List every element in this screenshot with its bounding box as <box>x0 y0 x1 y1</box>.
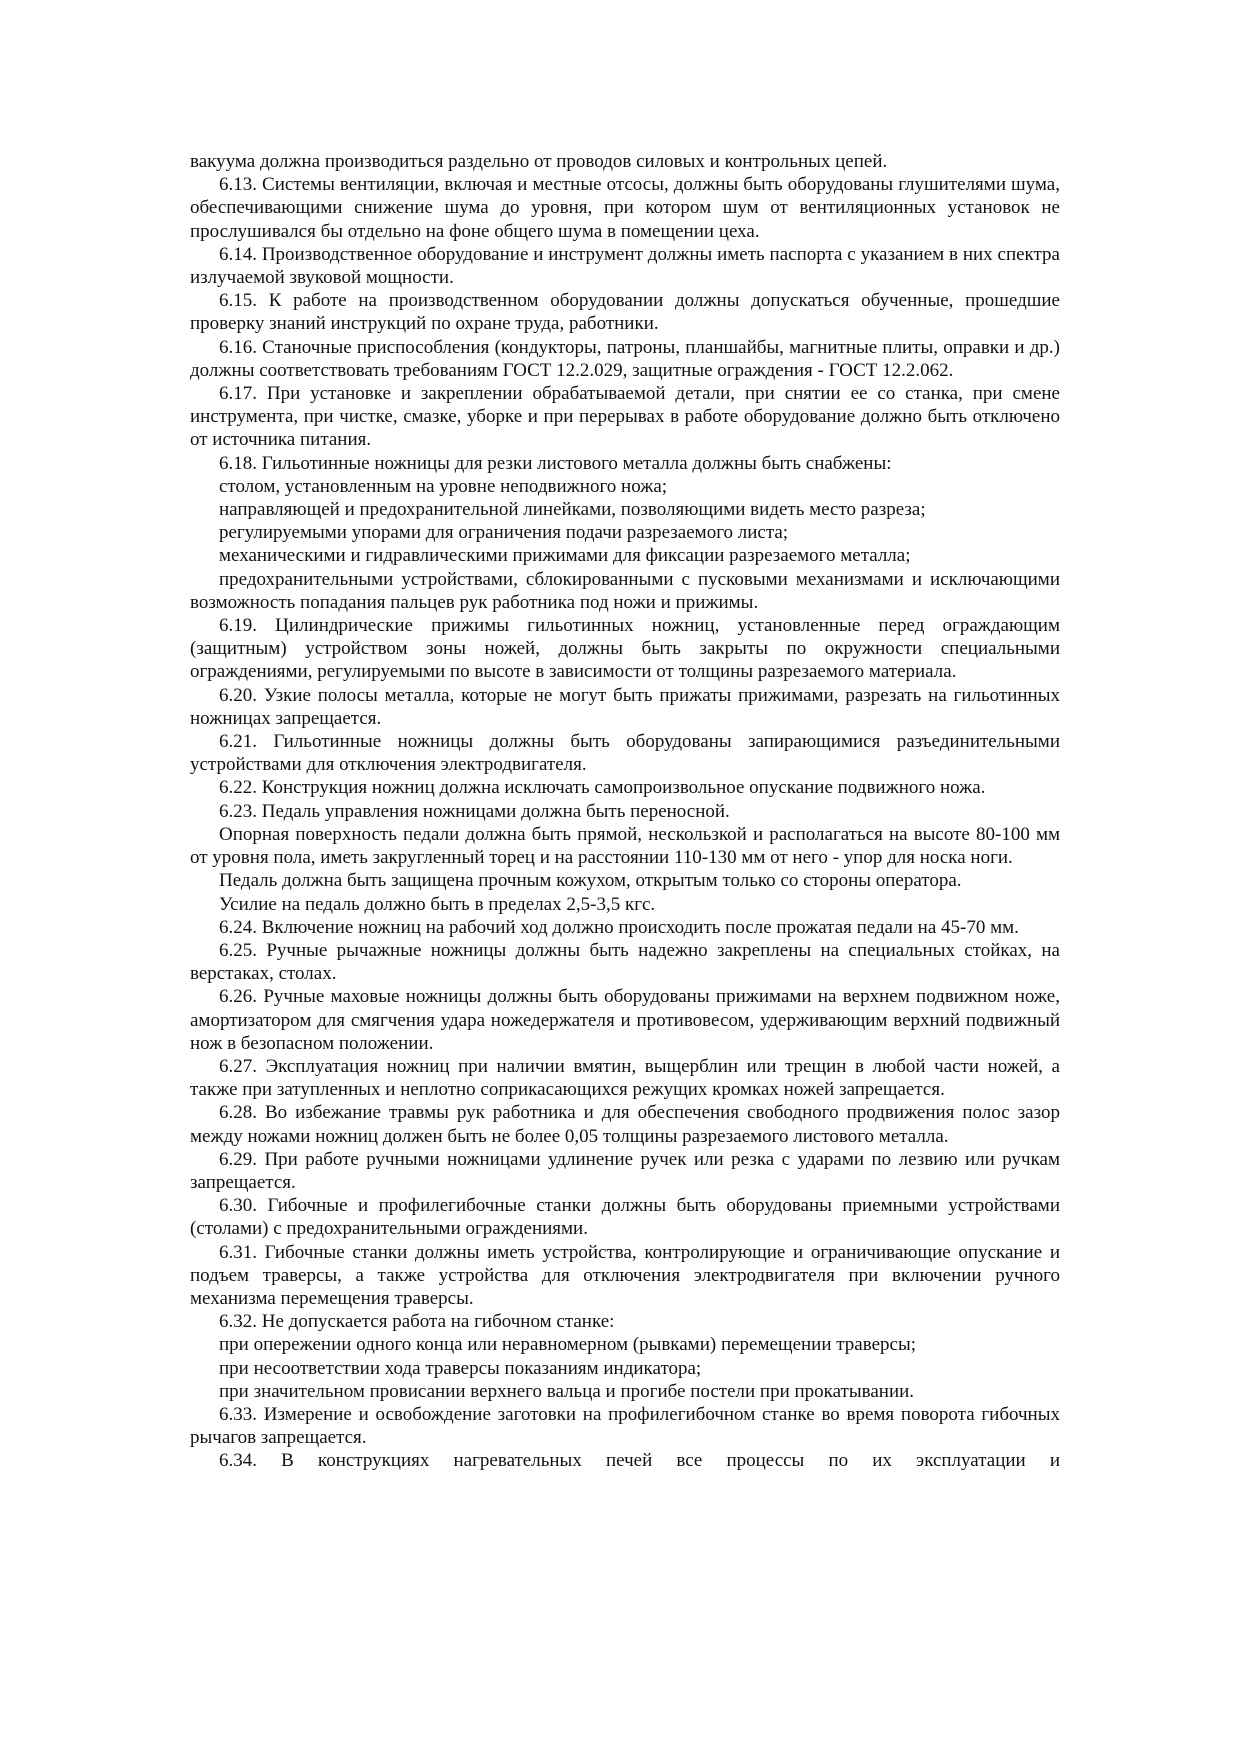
paragraph: вакуума должна производиться раздельно от проводов силовых и контрольных цепей. <box>190 151 888 172</box>
paragraph: 6.13. Системы вентиляции, включая и местные отсосы, должны быть оборудованы глушителями шума, обеспечивающими снижение шума до уровня, при котором шум от вентиляционных установок не прослушивался бы отдельно на фоне общего шума в помещении цеха. <box>190 174 1060 242</box>
paragraph: 6.16. Станочные приспособления (кондукторы, патроны, планшайбы, магнитные плиты, оправки и др.) должны соответствовать требованиям ГОСТ 12.2.029, защитные ограждения - ГОСТ 12.2.062. <box>190 336 1060 381</box>
list-item: механическими и гидравлическими прижимами для фиксации разрезаемого металла; <box>219 545 911 567</box>
paragraph: 6.20. Узкие полосы металла, которые не могут быть прижаты прижимами, разрезать на гильотинных ножницах запрещается. <box>190 684 1060 729</box>
paragraph: 6.26. Ручные маховые ножницы должны быть оборудованы прижимами на верхнем подвижном ноже, амортизатором для смягчения удара ножедержателя и противовесом, удерживающим верхний подвижный нож в безопасном положении. <box>190 986 1060 1054</box>
document-page <box>190 150 1060 1473</box>
paragraph: Педаль должна быть защищена прочным кожухом, открытым только со стороны оператора. <box>219 870 962 892</box>
paragraph: 6.28. Во избежание травмы рук работника и для обеспечения свободного продвижения полос зазор между ножами ножниц должен быть не более 0,05 толщины разрезаемого листового металла. <box>190 1102 1060 1147</box>
paragraph: 6.34. В конструкциях нагревательных печей все процессы по их эксплуатации и <box>219 1450 1060 1472</box>
paragraph: 6.22. Конструкция ножниц должна исключать самопроизвольное опускание подвижного ножа. <box>219 777 986 799</box>
paragraph: Усилие на педаль должно быть в пределах 2,5-3,5 кгс. <box>219 893 656 915</box>
paragraph: 6.18. Гильотинные ножницы для резки листового металла должны быть снабжены: <box>219 452 892 474</box>
paragraph: 6.27. Эксплуатация ножниц при наличии вмятин, выщерблин или трещин в любой части ножей, а также при затупленных и неплотно соприкасающихся режущих кромках ножей запрещается. <box>190 1055 1060 1101</box>
paragraph: Опорная поверхность педали должна быть прямой, нескользкой и располагаться на высоте 80-100 мм от уровня пола, иметь закругленный торец и на расстоянии 110-130 мм от него - упор для носка ноги. <box>190 823 1060 869</box>
paragraph: 6.19. Цилиндрические прижимы гильотинных ножниц, установленные перед ограждающим (защитным) устройством зоны ножей, должны быть закрыты по окружности специальными ограждениями, регулируемыми по высоте в зависимости от толщины разрезаемого материала. <box>190 615 1060 683</box>
paragraph: 6.31. Гибочные станки должны иметь устройства, контролирующие и ограничивающие опускание и подъем траверсы, а также устройства для отключения электродвигателя при включении ручного механизма перемещения траверсы. <box>190 1241 1060 1309</box>
list-item: при несоответствии хода траверсы показаниям индикатора; <box>219 1357 702 1379</box>
list-item: столом, установленным на уровне неподвижного ножа; <box>219 475 668 497</box>
paragraph: 6.23. Педаль управления ножницами должна быть переносной. <box>219 800 730 822</box>
paragraph: 6.33. Измерение и освобождение заготовки на профилегибочном станке во время поворота гибочных рычагов запрещается. <box>190 1403 1060 1449</box>
list-item: предохранительными устройствами, сблокированными с пусковыми механизмами и исключающими возможность попадания пальцев рук работника под ножи и прижимы. <box>190 568 1060 613</box>
paragraph: 6.32. Не допускается работа на гибочном станке: <box>219 1311 615 1333</box>
paragraph: 6.15. К работе на производственном оборудовании должны допускаться обученные, прошедшие проверку знаний инструкций по охране труда, работники. <box>190 290 1060 335</box>
list-item: при опережении одного конца или неравномерном (рывками) перемещении траверсы; <box>219 1334 916 1356</box>
paragraph: 6.29. При работе ручными ножницами удлинение ручек или резка с ударами по лезвию или ручкам запрещается. <box>190 1148 1060 1193</box>
list-item: направляющей и предохранительной линейками, позволяющими видеть место разреза; <box>219 499 926 521</box>
list-item: регулируемыми упорами для ограничения подачи разрезаемого листа; <box>219 522 789 544</box>
paragraph: 6.25. Ручные рычажные ножницы должны быть надежно закреплены на специальных стойках, на верстаках, столах. <box>190 939 1060 985</box>
paragraph: 6.24. Включение ножниц на рабочий ход должно происходить после прожатая педали на 45-70 мм. <box>219 916 1019 938</box>
paragraph: 6.14. Производственное оборудование и инструмент должны иметь паспорта с указанием в них спектра излучаемой звуковой мощности. <box>190 243 1060 289</box>
paragraph: 6.30. Гибочные и профилегибочные станки должны быть оборудованы приемными устройствами (столами) с предохранительными ограждениями. <box>190 1195 1060 1240</box>
paragraph: 6.17. При установке и закреплении обрабатываемой детали, при снятии ее со станка, при смене инструмента, при чистке, смазке, уборке и при перерывах в работе оборудование должно быть отключено от источника питания. <box>190 383 1060 451</box>
list-item: при значительном провисании верхнего вальца и прогибе постели при прокатывании. <box>219 1380 915 1402</box>
paragraph: 6.21. Гильотинные ножницы должны быть оборудованы запирающимися разъединительными устройствами для отключения электродвигателя. <box>190 731 1060 776</box>
